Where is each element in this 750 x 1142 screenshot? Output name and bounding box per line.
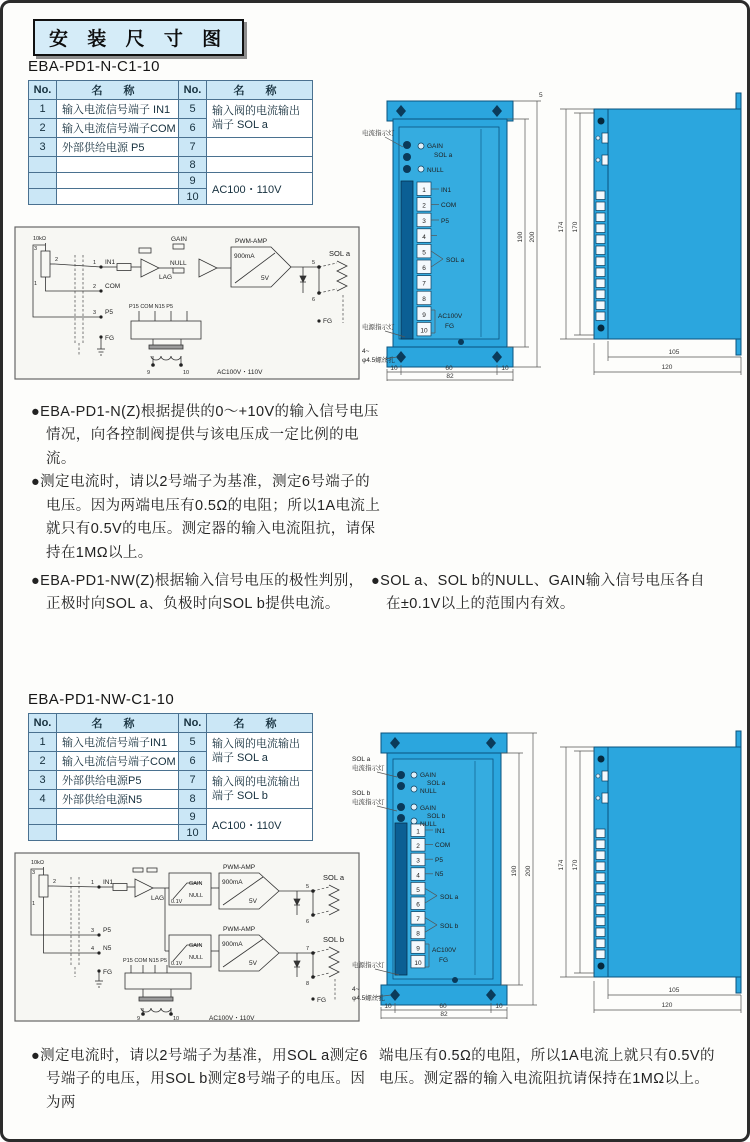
label-sol-a2: SOL a [446,257,465,264]
cell-no: 1 [29,733,57,752]
term-num: 1 [422,187,426,194]
cell-no: 4 [29,790,57,809]
cell-no: 7 [179,771,207,790]
term-num: 10 [414,959,422,967]
pot-label: 10kΩ [33,236,46,242]
label-01v-b: 0.1V [171,961,183,967]
dim-190: 190 [517,231,524,243]
table-row [29,173,313,189]
cell-no: 6 [179,119,207,138]
dim-190: 190 [511,865,518,877]
label-in1: IN1 [105,259,116,266]
note-bullet: ●EBA-PD1-NW(Z)根据输入信号电压的极性判别，正极时向SOL a、负极时向SOL b提供电流。 [31,573,364,613]
term-num: 6 [416,901,420,909]
dim-5: 5 [539,92,543,99]
label-gain-a: GAIN [420,772,436,779]
col-name: 名 称 [207,81,313,100]
cell-name: 输入电流信号端子COM [57,752,179,771]
label-fg: FG [445,323,455,330]
label-null-b: NULL [189,955,204,961]
pot-1: 1 [34,281,38,287]
label-p5: P5 [103,927,111,934]
cell-no [29,809,57,825]
label-com: COM [435,842,451,849]
label-900ma: 900mA [234,253,255,260]
term-num: 2 [416,843,420,851]
cell-no: 9 [179,173,207,189]
circuit-diagram-2 [13,851,361,1023]
term-num: 6 [422,265,426,272]
dim-200: 200 [525,865,532,877]
panel-body [594,93,741,355]
label-sol-b: SOL b [323,935,344,944]
col-no: No. [179,81,207,100]
label-in1: IN1 [435,828,446,835]
notes-3-right [379,1045,715,1092]
pot-2: 2 [55,257,59,263]
table-row [29,733,313,752]
panel-body [594,731,741,993]
front-view-2 [351,723,549,1023]
term-5: 5 [306,884,310,890]
power-led-label: 电源指示灯 [352,962,385,969]
term-4: 4 [91,946,95,952]
cell-no: 6 [179,752,207,771]
cell-name: 输入阀的电流输出端子 SOL a [207,100,313,138]
page-title: 安 装 尺 寸 图 [33,19,244,56]
label-null-a: NULL [420,788,437,795]
label-null: NULL [427,167,444,174]
dim-60: 60 [445,365,453,372]
term-2: 2 [93,284,97,290]
label-power-pins: P15 COM N15 P5 [129,304,174,310]
label-power-pins: P15 COM N15 P5 [123,958,168,964]
term-num: 2 [422,202,426,210]
cell-name: 外部供给电源N5 [57,790,179,809]
label-gain-b: GAIN [420,805,436,812]
cell-name [57,189,179,205]
col-name: 名 称 [207,714,313,733]
label-gain-a: GAIN [189,881,203,887]
cell-no: 5 [179,100,207,119]
cell-name [207,138,313,157]
dim-10b: 10 [495,1003,503,1010]
term-3: 3 [91,928,95,934]
cell-no: 3 [29,138,57,157]
label-gain: GAIN [171,236,187,243]
cell-no: 10 [179,189,207,205]
cell-no: 2 [29,752,57,771]
term-num: 4 [422,233,426,241]
label-fg: FG [103,969,113,976]
label-n5: N5 [435,871,444,878]
label-01v-a: 0.1V [171,899,183,905]
label-fg2: FG [317,997,327,1004]
label-pwm-amp-b: PWM-AMP [223,926,256,933]
circuit-diagram-1 [13,225,361,381]
dim-200: 200 [529,231,536,243]
col-name: 名 称 [57,714,179,733]
table-row [29,157,313,173]
dim-82: 82 [440,1011,448,1018]
screw-hole-label: φ4.5螺丝孔 [352,995,385,1002]
dim-174: 174 [558,859,565,871]
table-row [29,100,313,119]
label-5v: 5V [261,275,269,282]
model-label-1: EBA-PD1-N-C1-10 [28,58,160,75]
cell-name: AC100・110V [207,809,313,841]
term-num: 4 [416,872,420,880]
label-sol-b: SOL b [427,813,446,820]
term-8: 8 [306,981,310,987]
label-sol-a: SOL a [427,780,446,787]
pot-label: 10kΩ [31,860,44,866]
term-5: 5 [312,260,316,266]
term-num: 1 [416,828,420,836]
term-num: 9 [422,311,426,319]
cell-no: 2 [29,119,57,138]
dim-105: 105 [668,349,680,356]
note-bullet: ●EBA-PD1-N(Z)根据提供的0～+10V的输入信号电压情况，向各控制阀提供与该电压成一定比例的电流。 [31,404,379,467]
side-view-1 [550,91,743,383]
front-view-1 [361,89,551,385]
screw-count: 4~ [352,986,360,993]
label-gain: GAIN [427,143,443,150]
dim-10b: 10 [501,365,509,372]
table-row [29,138,313,157]
label-ac: AC100V・110V [217,369,263,376]
term-num: 9 [416,945,420,953]
term-10: 10 [183,370,190,376]
label-sol-a: SOL a [434,152,453,159]
label-ac100v: AC100V [432,947,457,954]
cell-name: 输入电流信号端子COM [57,119,179,138]
term-3: 3 [93,310,97,316]
cell-no [29,173,57,189]
term-10: 10 [173,1016,180,1022]
cell-name [57,809,179,825]
dim-170: 170 [572,859,579,871]
label-null-b: NULL [420,821,437,828]
dim-10a: 10 [384,1003,392,1010]
label-gain-b: GAIN [189,943,203,949]
dim-10a: 10 [390,365,398,372]
cell-name: AC100・110V [207,173,313,205]
term-num: 5 [422,249,426,257]
pot-2: 2 [53,879,57,885]
cell-no: 8 [179,157,207,173]
term-num: 5 [416,886,420,894]
dim-82: 82 [446,373,454,380]
terminal-table-2 [28,713,313,841]
panel-body [381,733,507,1005]
power-led-label: 电源指示灯 [362,324,395,331]
cell-name: 外部供给电源P5 [57,771,179,790]
terminal-table-1 [28,80,313,205]
model-label-2: EBA-PD1-NW-C1-10 [28,691,175,708]
table-row [29,809,313,825]
label-fg2: FG [323,318,333,325]
pot-3: 3 [32,870,36,876]
cell-no: 3 [29,771,57,790]
sol-b-led-label2: 电流指示灯 [352,799,385,806]
label-pwm-amp: PWM-AMP [235,238,268,245]
label-p5: P5 [435,857,443,864]
notes-2-left [31,570,371,617]
label-com: COM [105,283,121,290]
term-num: 3 [416,857,420,865]
cell-name: 输入阀的电流输出端子 SOL b [207,771,313,809]
cell-no [29,157,57,173]
label-900ma-a: 900mA [222,879,243,886]
cell-name: 输入阀的电流输出端子 SOL a [207,733,313,771]
note-bullet: ●测定电流时，请以2号端子为基准，用SOL a测定6号端子的电压，用SOL b测定8号端子的电压。因为两 [31,1048,368,1111]
cell-no: 10 [179,825,207,841]
notes-1 [31,401,383,565]
table-header-row [29,81,313,100]
label-ac: AC100V・110V [209,1015,255,1022]
notes-2-right [371,570,715,617]
term-6: 6 [312,297,316,303]
dim-60: 60 [439,1003,447,1010]
label-ac100v: AC100V [438,313,463,320]
screw-hole-label: φ4.5螺丝孔 [362,357,395,364]
term-6: 6 [306,919,310,925]
label-n5: N5 [103,945,112,952]
term-1: 1 [91,880,95,886]
cell-no: 9 [179,809,207,825]
term-num: 10 [420,327,428,335]
term-1: 1 [93,260,97,266]
label-in1: IN1 [103,879,114,886]
label-fg: FG [439,957,449,964]
label-sol-a: SOL a [323,873,344,882]
current-led-label: 电流指示灯 [362,130,395,137]
cell-name: 输入电流信号端子 IN1 [57,100,179,119]
label-lag: LAG [159,274,173,281]
label-sol-a: SOL a [329,249,350,258]
col-no: No. [29,714,57,733]
cell-no [29,825,57,841]
col-no: No. [29,81,57,100]
notes-3-left [31,1045,369,1115]
term-num: 8 [422,296,426,304]
table-header-row [29,714,313,733]
sol-b-led-label: SOL b [352,790,371,797]
sol-a-led-label: SOL a [352,756,371,763]
col-no: No. [179,714,207,733]
pot-1: 1 [32,901,36,907]
label-fg: FG [105,335,115,342]
label-5v-b: 5V [249,960,257,967]
sol-a-led-label2: 电流指示灯 [352,765,385,772]
table-row [29,771,313,790]
label-lag: LAG [151,895,165,902]
label-p5: P5 [441,218,449,225]
label-null: NULL [170,260,187,267]
cell-no [29,189,57,205]
dim-105: 105 [668,987,680,994]
pot-3: 3 [34,246,38,252]
cell-name [57,173,179,189]
label-p5: P5 [105,309,113,316]
label-sol-a2: SOL a [440,894,459,901]
note-bullet: ●测定电流时，请以2号端子为基准，测定6号端子的电压。因为两端电压有0.5Ω的电阻；所以1A电流上就只有0.5V的电压。测定器的输入电流阻抗，请保持在1MΩ以上。 [31,474,381,561]
term-num: 7 [416,916,420,924]
label-in1: IN1 [441,187,452,194]
col-name: 名 称 [57,81,179,100]
dim-120: 120 [661,364,673,371]
dim-174: 174 [558,221,565,233]
cell-name: 外部供给电源 P5 [57,138,179,157]
cell-name [207,157,313,173]
cell-no: 7 [179,138,207,157]
cell-name: 输入电流信号端子IN1 [57,733,179,752]
label-pwm-amp-a: PWM-AMP [223,864,256,871]
side-view-2 [550,729,743,1021]
term-num: 7 [422,280,426,288]
label-null-a: NULL [189,893,204,899]
label-sol-b2: SOL b [440,923,459,930]
dim-120: 120 [661,1002,673,1009]
cell-name [57,825,179,841]
note-bullet: ●SOL a、SOL b的NULL、GAIN输入信号电压各自在±0.1V以上的范围内有效。 [371,573,705,613]
screw-count: 4~ [362,348,370,355]
label-com: COM [441,202,457,209]
cell-no: 1 [29,100,57,119]
term-9: 9 [137,1016,141,1022]
note-continuation: 端电压有0.5Ω的电阻，所以1A电流上就只有0.5V的电压。测定器的输入电流阻抗请保持在1MΩ以上。 [379,1048,715,1088]
label-5v-a: 5V [249,898,257,905]
cell-no: 8 [179,790,207,809]
cell-no: 5 [179,733,207,752]
term-7: 7 [306,946,310,952]
term-num: 8 [416,930,420,938]
label-900ma-b: 900mA [222,941,243,948]
dim-170: 170 [572,221,579,233]
cell-name [57,157,179,173]
term-9: 9 [147,370,151,376]
term-num: 3 [422,218,426,226]
